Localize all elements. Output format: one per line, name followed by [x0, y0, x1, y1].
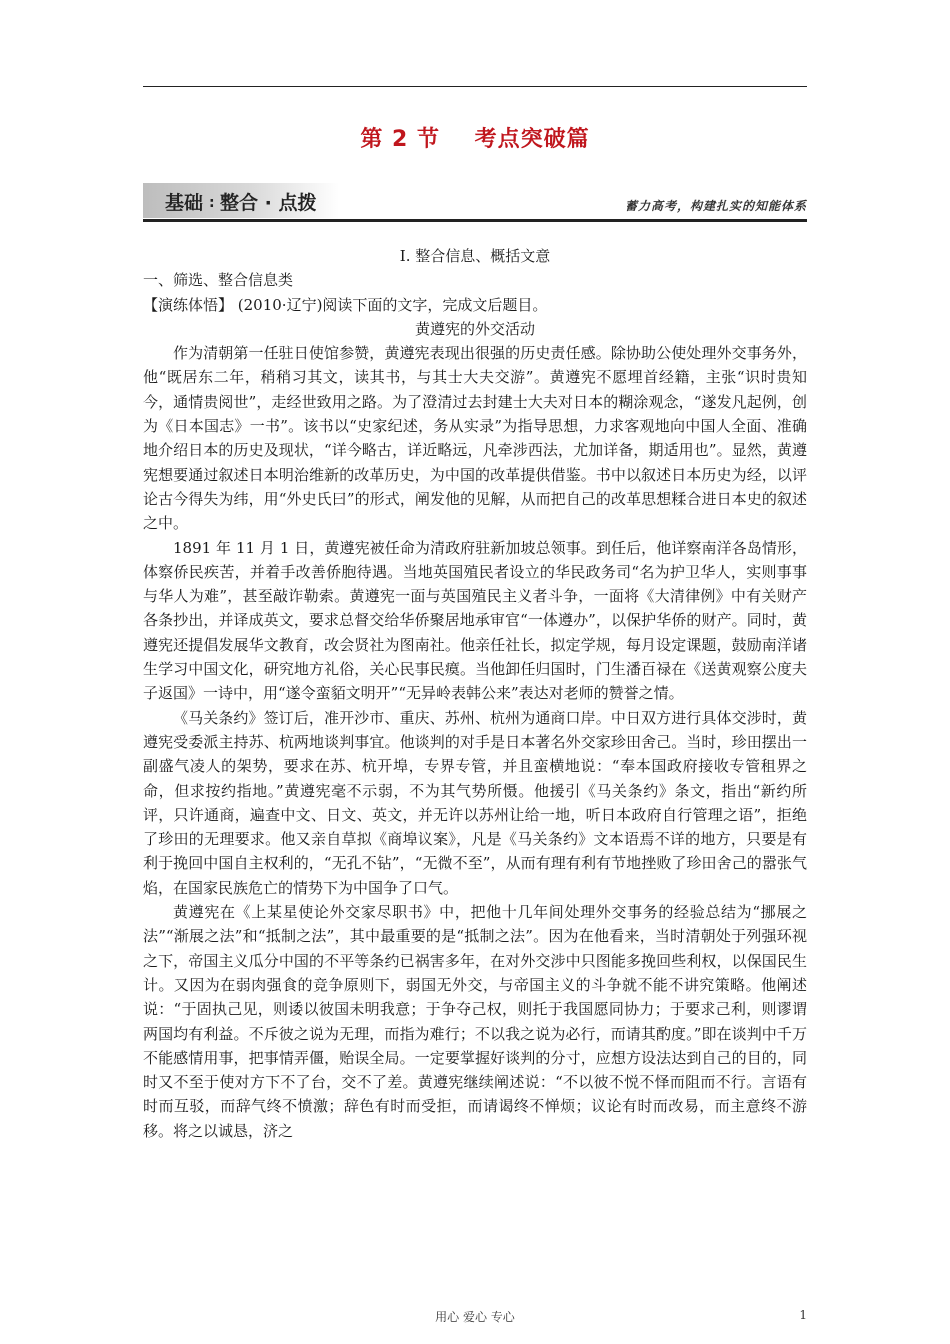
- article-paragraph: 黄遵宪在《上某星使论外交家尽职书》中，把他十几年间处理外交事务的经验总结为“挪展之法”“渐展之法”和“抵制之法”，其中最重要的是“抵制之法”。因为在他看来，当时清朝处于列强环视之下，帝国主义瓜分中国的不平等条约已祸害多年，在对外交涉中只图能多挽回些利权，以保国民生计。又因为在弱肉强食的竞争原则下，弱国无外交，与帝国主义的斗争就不能不讲究策略。他阐述说：“于固执己见，则诿以彼国未明我意；于争夺己权，则托于我国愿同协力；于要求己利，则谬谓两国均有利益。不斥彼之说为无理，而指为难行；不以我之说为必行，而请其酌度。”即在谈判中千万不能感情用事，把事情弄僵，贻误全局。一定要掌握好谈判的分寸，应想方设法达到自己的目的，同时又不至于使对方下不了台，交不了差。黄遵宪继续阐述说：“不以彼不悦不怿而阻而不行。言语有时而互驳，而辞气终不愤激；辞色有时而受拒，而请谒终不惮烦；议论有时而改易，而主意终不游移。将之以诚恳，济之: [143, 903, 807, 1140]
- section-banner: [143, 183, 807, 222]
- top-rule: [143, 86, 807, 87]
- banner-tab: [143, 183, 339, 218]
- subsection-heading: 一、筛选、整合信息类: [143, 271, 294, 290]
- article-paragraph: 1891 年 11 月 1 日，黄遵宪被任命为清政府驻新加坡总领事。到任后，他详察南洋各岛情形，体察侨民疾苦，并着手改善侨胞待遇。当地英国殖民者设立的华民政务司“名为护卫华人，实则事事与华人为难”，甚至敲诈勒索。黄遵宪一面与英国殖民主义者斗争，一面将《大清律例》中有关财产各条抄出，并译成英文，要求总督交给华侨聚居地承审官“一体遵办”，以保护华侨的财产。同时，黄遵宪还提倡发展华文教育，改会贤社为图南社。他亲任社长，拟定学规，每月设定课题，鼓励南洋诸生学习中国文化，研究地方礼俗，关心民事民瘼。当他卸任归国时，门生潘百禄在《送黄观察公度夫子返国》一诗中，用“遂令蛮貊文明开”“无异岭表韩公来”表达对老师的赞誉之情。: [143, 538, 807, 703]
- section-heading: Ⅰ. 整合信息、概括文意: [399, 247, 551, 265]
- footer-text: 用心 爱心 专心: [435, 1310, 515, 1324]
- document-body: [143, 244, 807, 1143]
- banner-separator: :: [209, 195, 215, 211]
- article-paragraph: 作为清朝第一任驻日使馆参赞，黄遵宪表现出很强的历史责任感。除协助公使处理外交事务外，他“既居东二年，稍稍习其文，读其书，与其士大夫交游”。黄遵宪不愿埋首经籍，主张“识时贵知今，通情贵阅世”，走经世致用之路。为了澄清过去封建士大夫对日本的糊涂观念，“遂发凡起例，创为《日本国志》一书”。该书以“史家纪述，务从实录”为指导思想，力求客观地向中国人全面、准确地介绍日本的历史及现状，“详今略古，详近略远，凡牵涉西法，尤加详备，期适用也”。显然，黄遵宪想要通过叙述日本明治维新的改革历史，为中国的改革提供借鉴。书中以叙述日本历史为经，以评论古今得失为纬，用“外史氏曰”的形式，阐发他的见解，从而把自己的改革思想糅合进日本史的叙述之中。: [143, 344, 807, 533]
- article-paragraph: 《马关条约》签订后，准开沙市、重庆、苏州、杭州为通商口岸。中日双方进行具体交涉时，黄遵宪受委派主持苏、杭两地谈判事宜。他谈判的对手是日本著名外交家珍田舍己。当时，珍田摆出一副盛气凌人的架势，要求在苏、杭开埠，专界专管，并且蛮横地说：“奉本国政府接收专管租界之命，但求按约指地。”黄遵宪毫不示弱，不为其气势所慑。他援引《马关条约》条文，指出“新约所评，只许通商，遍查中文、日文、英文，并无许以苏州让给一地，听日本政府自行管理之语”，拒绝了珍田的无理要求。他又亲自草拟《商埠议案》，凡是《马关条约》文本语焉不详的地方，只要是有利于挽回中国自主权利的，“无孔不钻”，“无微不至”，从而有理有利有节地挫败了珍田舍己的嚣张气焰，在国家民族危亡的情势下为中国争了口气。: [143, 708, 807, 897]
- exercise-intro: 【演练体悟】 (2010·辽宁)阅读下面的文字，完成文后题目。: [143, 295, 548, 314]
- chapter-title: 第 2 节 考点突破篇: [360, 127, 590, 152]
- page-number: 1: [799, 1308, 807, 1322]
- banner-label-left: 基础: [165, 192, 204, 214]
- article-title: 黄遵宪的外交活动: [414, 319, 535, 338]
- banner-slogan: 蓄力高考，构建扎实的知能体系: [624, 199, 807, 213]
- banner-label-right: 整合 · 点拨: [220, 192, 317, 214]
